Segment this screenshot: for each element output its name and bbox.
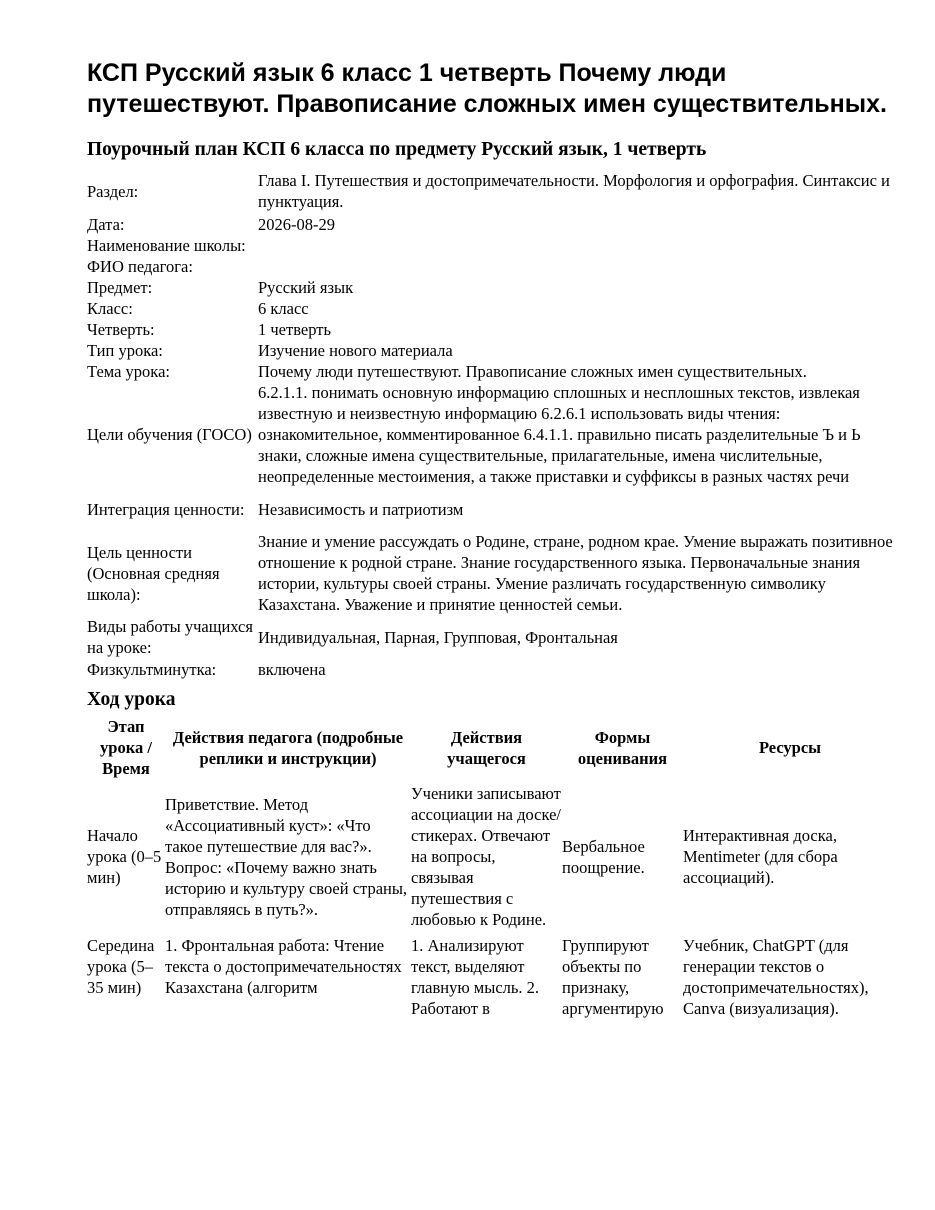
table-cell: Ученики записывают ассоциации на доске/стикерах. Отвечают на вопросы, связывая путешествия с любовью к Родине. [411,784,561,929]
table-cell: 1. Фронтальная работа: Чтение текста о достопримечательностях Казахстана (алгоритм [165,936,402,997]
info-table [87,168,897,680]
column-header: Действия учащегося [447,727,526,768]
info-label: Тип урока: [87,341,163,360]
lesson-header-row [87,716,897,783]
info-label: Класс: [87,299,133,318]
column-header: Ресурсы [758,738,822,757]
info-row [87,340,897,361]
column-header: Формы оценивания [577,727,668,768]
info-label: Цель ценности (Основная средняя школа): [87,542,220,604]
table-cell: Начало урока (0–5 мин) [87,826,162,887]
info-label: Дата: [87,215,125,234]
info-value: 1 четверть [258,320,331,339]
info-row [87,277,897,298]
info-value: Знание и умение рассуждать о Родине, стране, родном крае. Умение выражать позитивное отношение к родной стране. Знание государственного языка. Первоначальные знания истории, культуры своей страны. Умение различать государственную символику Казахстана. Уважение и принятие ценностей семьи. [258,532,893,614]
info-value: 6 класс [258,299,309,318]
info-row [87,235,897,256]
info-value: 2026-08-29 [258,215,335,234]
info-row [87,659,897,680]
lesson-table [87,716,897,1019]
lesson-heading: Ход урока [87,689,176,710]
info-value: Глава I. Путешествия и достопримечательности. Морфология и орфография. Синтаксис и пунктуация. [258,171,890,211]
info-label: Тема урока: [87,362,170,381]
info-label: ФИО педагога: [87,257,193,276]
info-label: Четверть: [87,320,155,339]
table-cell: 1. Анализируют текст, выделяют главную мысль. 2. Работают в [411,936,540,1018]
document-title: КСП Русский язык 6 класс 1 четверть Почему люди путешествуют. Правописание сложных имен существительных. [87,59,887,118]
info-value [258,235,897,256]
table-cell: Приветствие. Метод «Ассоциативный куст»: «Что такое путешествие для вас?». Вопрос: «Почему важно знать историю и культуру своей страны, отправляясь в путь?». [165,794,408,919]
info-row [87,615,897,659]
info-row [87,256,897,277]
info-value: Изучение нового материала [258,341,453,360]
info-label: Раздел: [87,181,139,201]
info-value [258,256,897,277]
table-cell: Середина урока (5–35 мин) [87,936,155,997]
info-label: Цели обучения (ГОСО) [87,425,252,444]
info-row [87,361,897,382]
info-row [87,168,897,214]
info-label: Интеграция ценности: [87,499,245,519]
info-value: включена [258,660,326,679]
info-row [87,487,897,531]
info-label: Наименование школы: [87,236,246,255]
document-page [87,58,897,1019]
info-row [87,298,897,319]
info-row [87,382,897,487]
info-value: 6.2.1.1. понимать основную информацию сплошных и несплошных текстов, извлекая известную и неизвестную информацию 6.2.6.1 использовать виды чтения: ознакомительное, комментированное 6.4.1.1. правильно писать разделительные Ъ и Ь знаки, сложные имена существительные, прилагательные, имена числительные, неопределенные местоимения, а также приставки и суффиксы в разных частях речи [258,383,861,486]
table-cell: Вербальное поощрение. [562,836,645,877]
table-row [87,783,897,930]
info-value: Независимость и патриотизм [258,499,464,519]
table-row [87,930,897,1019]
info-value: Русский язык [258,278,354,297]
table-cell: Интерактивная доска, Mentimeter (для сбора ассоциаций). [683,826,838,887]
info-label: Виды работы учащихся на уроке: [87,617,253,657]
info-row [87,214,897,235]
column-header: Этап урока / Время [100,717,152,778]
plan-subtitle: Поурочный план КСП 6 класса по предмету Русский язык, 1 четверть [87,139,707,160]
info-row [87,319,897,340]
info-value: Индивидуальная, Парная, Групповая, Фронтальная [258,627,618,647]
column-header: Действия педагога (подробные реплики и инструкции) [172,727,404,768]
info-label: Предмет: [87,278,153,297]
table-cell: Учебник, ChatGPT (для генерации текстов о достопримечательностях), Canva (визуализация). [683,936,869,1018]
info-label: Физкультминутка: [87,660,217,679]
info-value: Почему люди путешествуют. Правописание сложных имен существительных. [258,362,807,381]
table-cell: Группируют объекты по признаку, аргументирую [562,936,664,1018]
info-row [87,531,897,615]
